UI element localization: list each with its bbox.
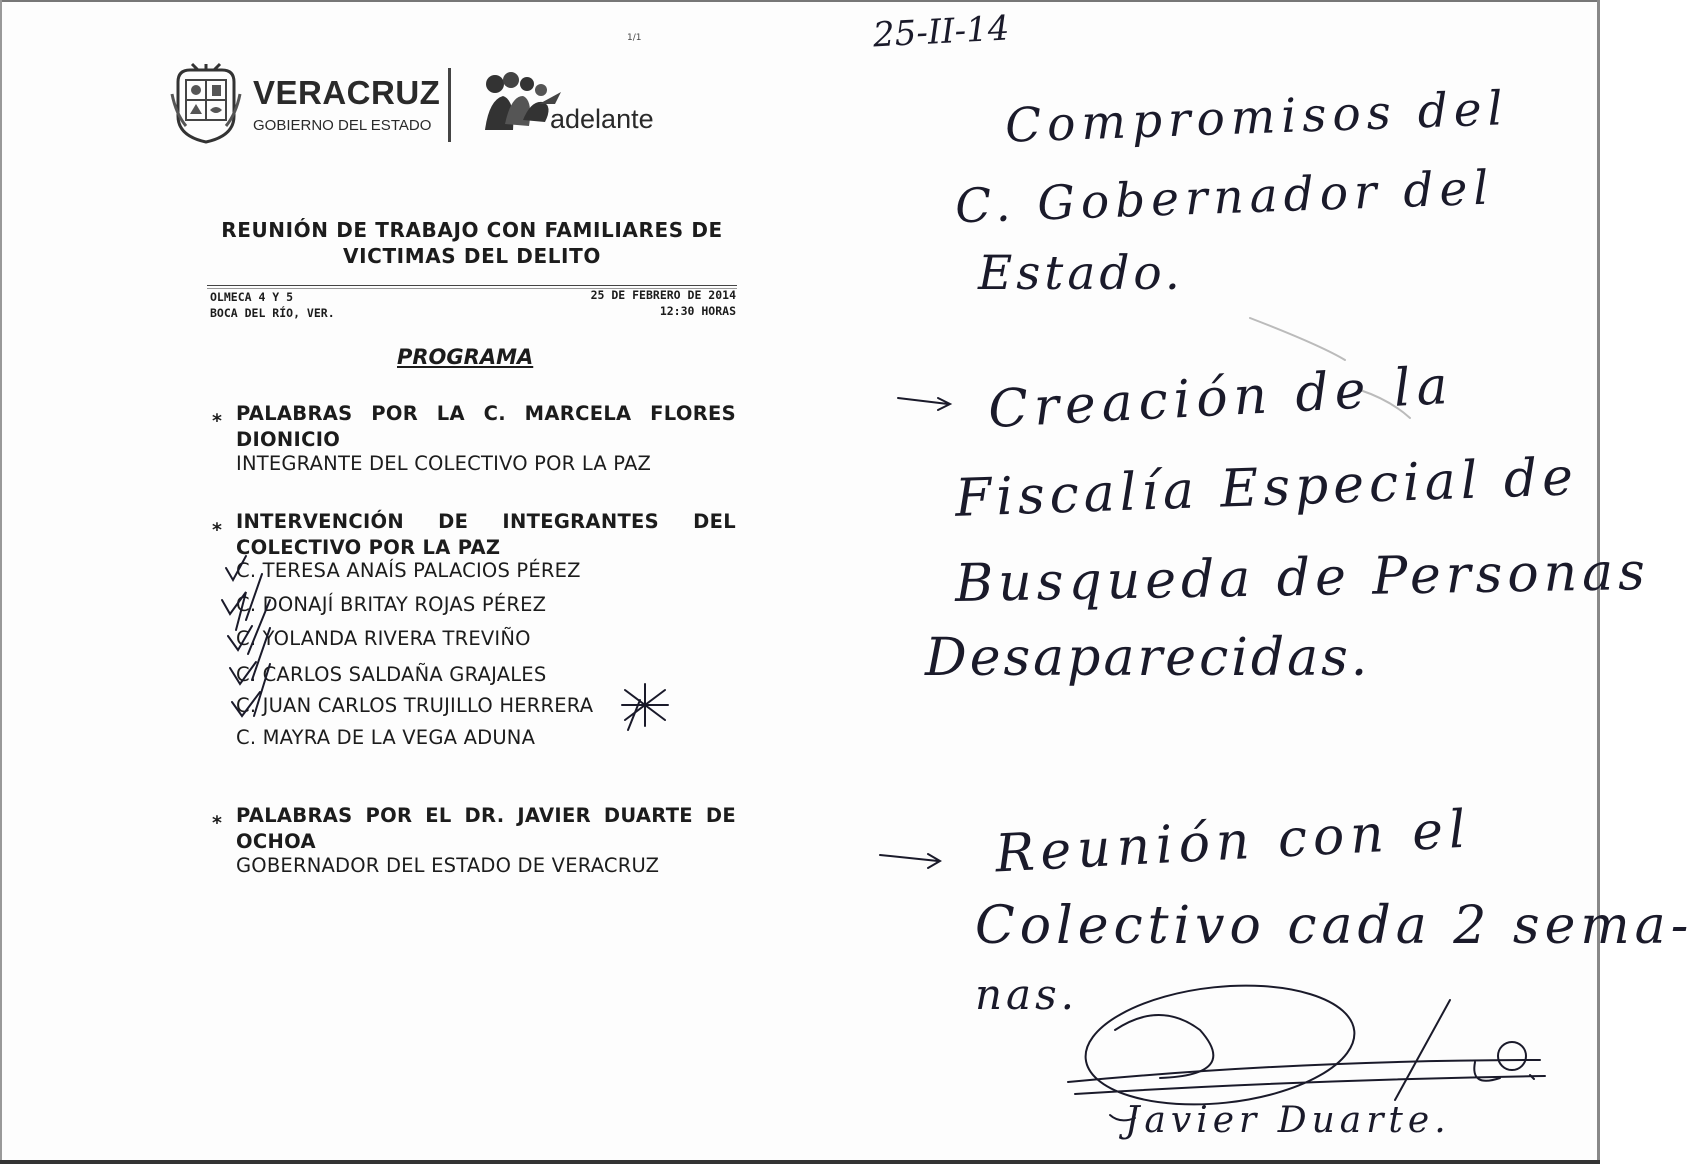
check-mark — [222, 592, 246, 630]
signature-mark — [1068, 973, 1545, 1120]
signature-name: Javier Duarte. — [1125, 1100, 1451, 1141]
event-time: 12:30 HORAS — [659, 304, 736, 318]
program-heading: PROGRAMA — [397, 345, 534, 369]
handwritten-date: 25-II-14 — [872, 8, 1011, 56]
scan-crease — [1250, 318, 1345, 360]
arrow-mark — [880, 854, 940, 868]
handwritten-heading-line: Estado. — [978, 246, 1184, 301]
brand-subtitle: GOBIERNO DEL ESTADO — [253, 117, 432, 134]
arrow-mark — [898, 398, 950, 410]
handwritten-heading-line: C. Gobernador del — [954, 160, 1496, 235]
program-item-3-role: GOBERNADOR DEL ESTADO DE VERACRUZ — [236, 854, 660, 877]
participant-name: C. JUAN CARLOS TRUJILLO HERRERA — [236, 694, 594, 717]
page-marker: 1/1 — [627, 33, 642, 43]
slogan-wordmark: adelante — [550, 104, 654, 134]
tick-stroke — [254, 664, 270, 716]
check-mark — [228, 626, 252, 650]
program-item-3-title-cont: OCHOA — [236, 830, 316, 853]
event-date: 25 DE FEBRERO DE 2014 — [590, 288, 736, 302]
venue-city: BOCA DEL RÍO, VER. — [210, 306, 335, 320]
program-item-1-title: PALABRAS POR LA C. MARCELA FLORES — [236, 402, 736, 425]
program-item-2-title: INTERVENCIÓN DE INTEGRANTES DEL — [236, 510, 736, 533]
tick-stroke — [246, 574, 262, 620]
participant-name: C. DONAJÍ BRITAY ROJAS PÉREZ — [236, 593, 547, 616]
participant-name: C. TERESA ANAÍS PALACIOS PÉREZ — [236, 559, 581, 582]
program-bullet: * — [212, 519, 222, 541]
handwritten-commitment-1: Busqueda de Personas — [954, 541, 1651, 615]
brand-name: VERACRUZ — [253, 74, 441, 111]
program-bullet: * — [212, 410, 222, 432]
handwritten-commitment-2: nas. — [975, 970, 1078, 1019]
program-item-1-title-cont: DIONICIO — [236, 428, 341, 451]
asterisk-mark — [622, 684, 668, 726]
participant-name: C. CARLOS SALDAÑA GRAJALES — [236, 663, 547, 686]
venue-address: OLMECA 4 Y 5 — [210, 290, 294, 304]
participant-name: C. MAYRA DE LA VEGA ADUNA — [236, 726, 536, 749]
program-item-3-title: PALABRAS POR EL DR. JAVIER DUARTE DE — [236, 804, 736, 827]
handwritten-commitment-1: Desaparecidas. — [925, 628, 1371, 688]
handwritten-commitment-1: Creación de la — [986, 355, 1455, 441]
document-title-line-1: REUNIÓN DE TRABAJO CON FAMILIARES DE — [221, 218, 723, 242]
handwritten-commitment-2: Reunión con el — [993, 799, 1473, 885]
handwritten-heading-line: Compromisos del — [1004, 81, 1510, 154]
program-item-1-role: INTEGRANTE DEL COLECTIVO POR LA PAZ — [236, 452, 652, 475]
document-title-line-2: VICTIMAS DEL DELITO — [343, 244, 601, 268]
handwritten-commitment-1: Fiscalía Especial de — [954, 447, 1579, 529]
program-item-2-title-cont: COLECTIVO POR LA PAZ — [236, 536, 501, 559]
program-bullet: * — [212, 812, 222, 834]
handwritten-commitment-2: Colectivo cada 2 sema- — [975, 896, 1693, 956]
check-mark — [226, 556, 246, 580]
participant-name: C. YOLANDA RIVERA TREVIÑO — [236, 627, 531, 650]
